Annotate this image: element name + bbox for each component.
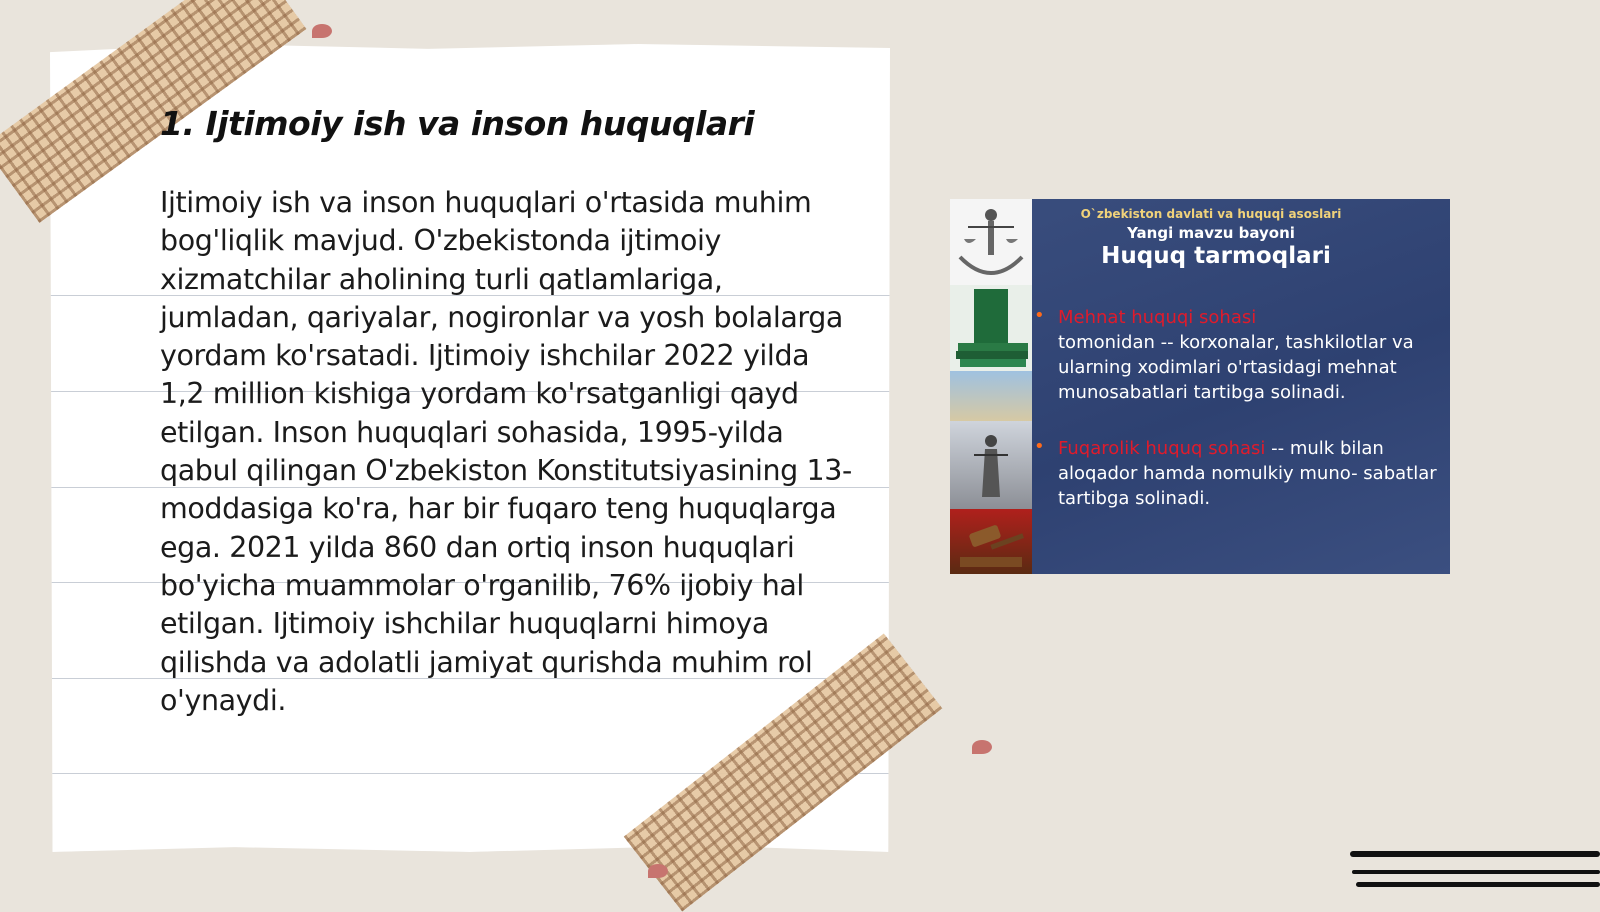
law-books-icon xyxy=(950,285,1032,371)
image-photo-strip xyxy=(950,199,1032,574)
bullet-text: tomonidan -- korxonalar, tashkilotlar va ularning xodimlari o'rtasidagi mehnat munosabatlari tartibga solinadi. xyxy=(1058,332,1414,403)
bullet-highlight: Mehnat huquqi sohasi xyxy=(1058,307,1257,328)
gavel-icon xyxy=(950,509,1032,574)
slide-body-text: Ijtimoiy ish va inson huquqlari o'rtasida muhim bog'liqlik mavjud. O'zbekistonda ijtimoiy xizmatchilar aholining turli qatlamlariga, jumladan, qariyalar, nogironlar va yosh bolalarga yordam ko'rsatadi. Ijtimoiy ishchilar 2022 yilda 1,2 million kishiga yordam ko'rsatganligi qayd etilgan. Inson huquqlari sohasida, 1995-yilda qabul qilingan O'zbekiston Konstitutsiyasining 13-moddasiga ko'ra, har bir fuqaro teng huquqlarga ega. 2021 yilda 860 dan ortiq inson huquqlari bo'yicha muammolar o'rganilib, 76% ijobiy hal etilgan. Ijtimoiy ishchilar huquqlarni himoya qilishda va adolatli jamiyat qurishda muhim rol o'ynaydi. xyxy=(160,186,852,717)
justice-statue-icon xyxy=(950,421,1032,509)
pin-icon xyxy=(972,740,992,754)
bullet-highlight: Fuqarolik huquq sohasi xyxy=(1058,438,1266,459)
image-title: Huquq tarmoqlari xyxy=(1101,243,1331,269)
pin-icon xyxy=(648,864,668,878)
law-branches-image xyxy=(950,199,1450,574)
brush-stroke-decoration xyxy=(1350,851,1600,857)
bullet-icon: • xyxy=(1034,305,1045,326)
bullet-text: -- mulk bilan aloqador hamda nomulkiy muno- sabatlar tartibga solinadi. xyxy=(1058,438,1437,509)
image-header: O`zbekiston davlati va huquqi asoslari xyxy=(1080,207,1342,221)
brush-stroke-decoration xyxy=(1352,870,1600,874)
image-bullet-1 xyxy=(1034,305,1438,405)
scales-emblem-icon xyxy=(950,199,1032,285)
bullet-icon: • xyxy=(1034,436,1045,457)
image-bullet-2 xyxy=(1034,436,1438,511)
slide-title: 1. Ijtimoiy ish va inson huquqlari xyxy=(160,104,755,143)
pin-icon xyxy=(312,24,332,38)
brush-stroke-decoration xyxy=(1356,882,1600,887)
image-subtitle: Yangi mavzu bayoni xyxy=(1127,224,1295,242)
court-building-icon xyxy=(950,371,1032,421)
